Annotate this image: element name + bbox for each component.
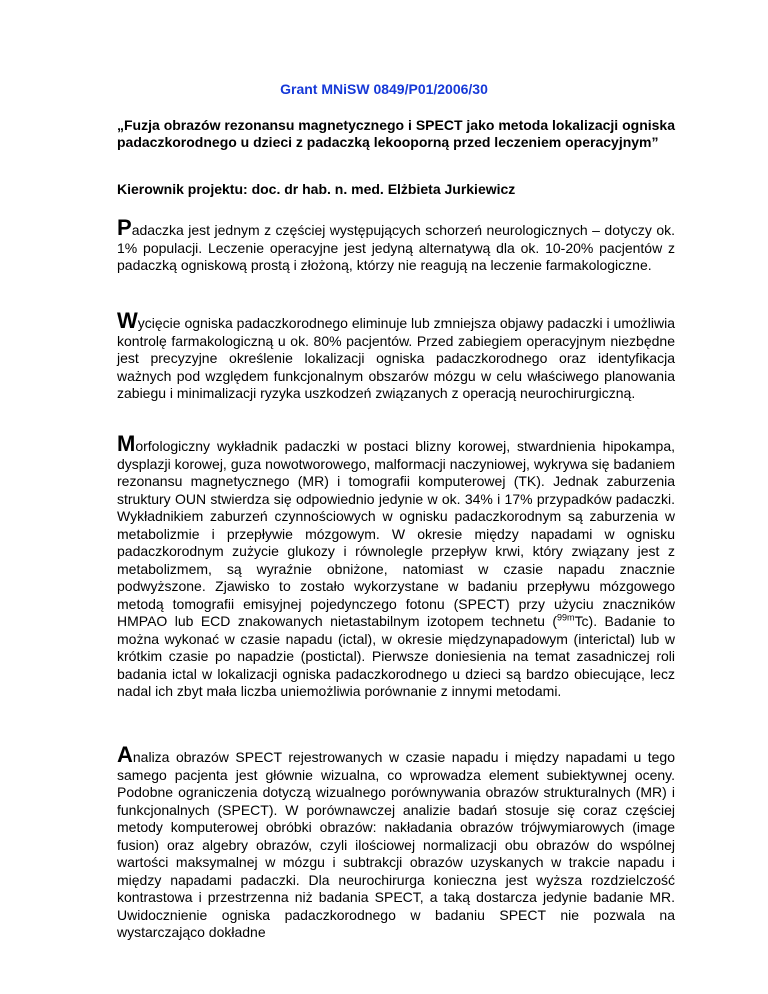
- paragraph-4: [117, 742, 675, 942]
- paragraph-4-initial: A: [117, 742, 133, 767]
- paragraph-1-initial: P: [117, 215, 132, 240]
- paragraph-4-text: naliza obrazów SPECT rejestrowanych w czasie napadu i między napadami u tego samego pacjenta jest głównie wizualna, co wprowadza element subiektywnej oceny. Podobne ograniczenia dotyczą wizualnego porównywania obrazów strukturalnych (MR) i funkcjonalnych (SPECT). W porównawczej analizie badań stosuje się coraz częściej metody komputerowej obróbki obrazów: nakładania obrazów trójwymiarowych (image fusion) oraz algebry obrazów, czyli ilościowej normalizacji obu obrazów do wspólnej wartości maksymalnej w mózgu i subtrakcji obrazów uzyskanych w trakcie napadu i między napadami padaczki. Dla neurochirurga konieczna jest wyższa rozdzielczość kontrastowa i przestrzenna niż badania SPECT, a taką dostarcza jedynie badanie MR. Uwidocznienie ogniska padaczkorodnego w badaniu SPECT nie pozwala na wystarczająco dokładne: [117, 749, 675, 940]
- paragraph-1: [117, 215, 675, 275]
- paragraph-2-text: ycięcie ogniska padaczkorodnego eliminuje lub zmniejsza objawy padaczki i umożliwia kontrolę farmakologiczną u ok. 80% pacjentów. Przed zabiegiem operacyjnym niezbędne jest precyzyjne określenie lokalizacji ogniska padaczkorodnego oraz identyfikacja ważnych pod względem funkcjonalnym obszarów mózgu w celu właściwego planowania zabiegu i minimalizacji ryzyka uszkodzeń związanych z operacją neurochirurgiczną.: [117, 315, 675, 401]
- paragraph-3: [117, 431, 676, 701]
- paragraph-1-text: adaczka jest jednym z częściej występujących schorzeń neurologicznych – dotyczy ok. 1% populacji. Leczenie operacyjne jest jedyną alternatywą dla ok. 10-20% pacjentów z padaczką ogniskową prostą i złożoną, którzy nie reagują na leczenie farmakologiczne.: [117, 222, 675, 273]
- project-leader: Kierownik projektu: doc. dr hab. n. med. Elżbieta Jurkiewicz: [117, 181, 516, 197]
- paragraph-2: [117, 308, 675, 403]
- isotope-superscript: 99m: [557, 612, 575, 623]
- paragraph-2-initial: W: [117, 308, 138, 333]
- grant-number: Grant MNiSW 0849/P01/2006/30: [280, 81, 488, 97]
- paragraph-3-text-a: orfologiczny wykładnik padaczki w postaci blizny korowej, stwardnienia hipokampa, dysplazji korowej, guza nowotworowego, malformacji naczyniowej, wykrywa się badaniem rezonansu magnetycznego (MR) i tomografii komputerowej (TK). Jednak zaburzenia struktury OUN stwierdza się odpowiednio jedynie w ok. 34% i 17% przypadków padaczki. Wykładnikiem zaburzeń czynnościowych w ognisku padaczkorodnym są zaburzenia w metabolizmie i przepływie mózgowym. W okresie między napadami w ognisku padaczkorodnym zużycie glukozy i równolegle przepływ krwi, który związany jest z metabolizmem, są wyraźnie obniżone, natomiast w czasie napadu znacznie podwyższone. Zjawisko to zostało wykorzystane w badaniu przepływu mózgowego metodą tomografii emisyjnej pojedynczego fotonu (SPECT) przy użyciu znaczników HMPAO lub ECD znakowanych nietastabilnym izotopem technetu (: [117, 438, 675, 629]
- project-title: „Fuzja obrazów rezonansu magnetycznego i SPECT jako metoda lokalizacji ogniska padaczkorodnego u dzieci z padaczką lekooporną przed leczeniem operacyjnym”: [117, 117, 675, 150]
- paragraph-3-text-b: Tc). Badanie to można wykonać w czasie napadu (ictal), w okresie międzynapadowym (interictal) lub w krótkim czasie po napadzie (postictal). Pierwsze doniesienia na temat zasadniczej roli badania ictal w lokalizacji ogniska padaczkorodnego u dzieci są bardzo obiecujące, lecz nadal ich zbyt mała liczba uniemożliwia porównanie z innymi metodami.: [117, 613, 676, 699]
- paragraph-3-initial: M: [117, 431, 136, 456]
